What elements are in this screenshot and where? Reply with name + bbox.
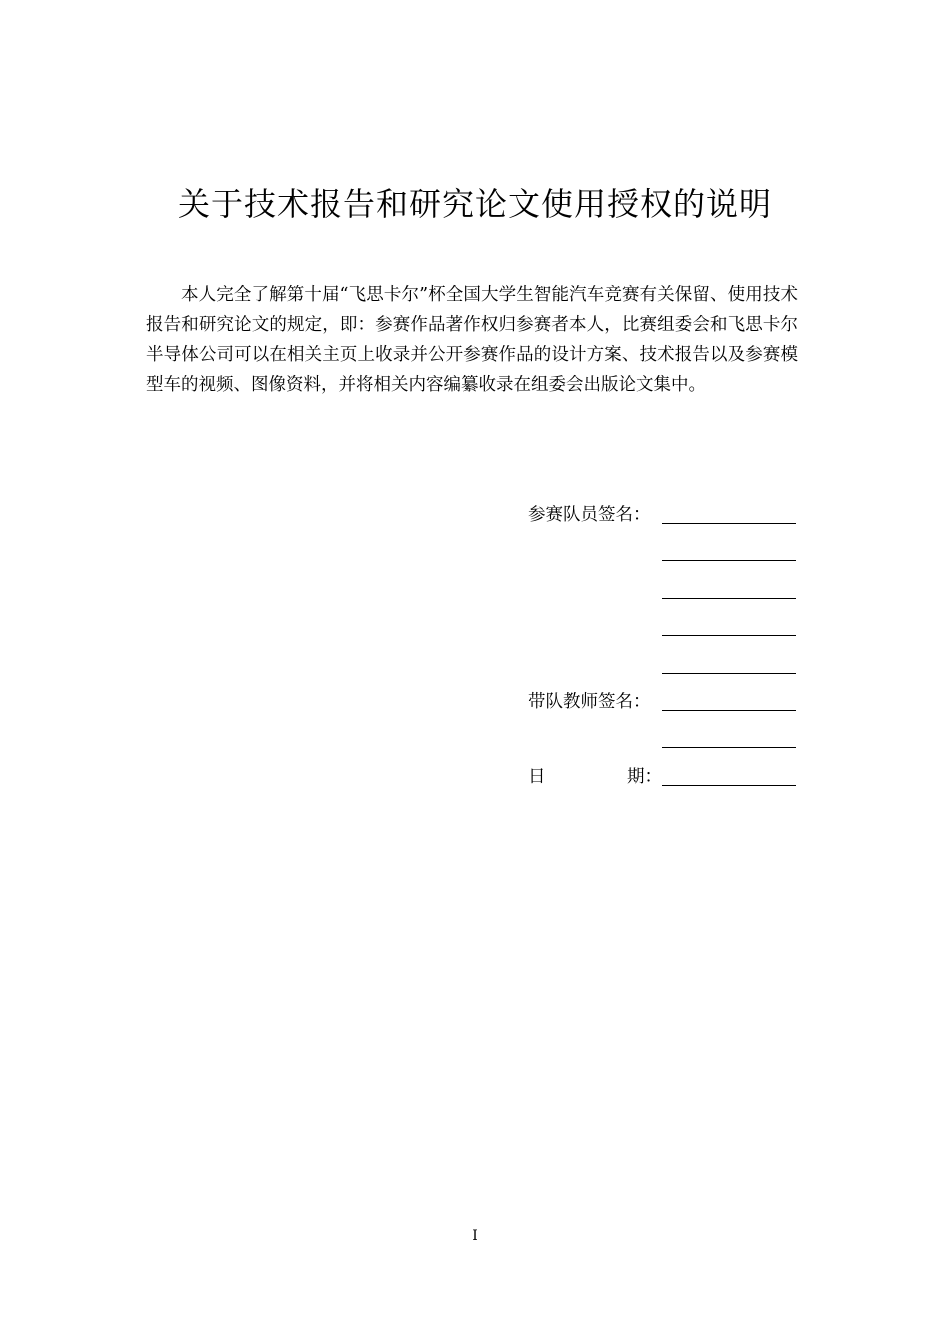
- team-member-signature-row-4: [528, 612, 798, 642]
- date-line: [662, 785, 796, 786]
- authorization-paragraph: 本人完全了解第十届“飞思卡尔”杯全国大学生智能汽车竞赛有关保留、使用技术报告和研究论文的规定，即：参赛作品著作权归参赛者本人，比赛组委会和飞思卡尔半导体公司可以在相关主页上收录并公开参赛作品的设计方案、技术报告以及参赛模型车的视频、图像资料，并将相关内容编纂收录在组委会出版论文集中。: [146, 285, 798, 395]
- advisor-signature-line: [662, 710, 796, 711]
- advisor-signature-line: [662, 747, 796, 748]
- team-member-signature-line: [662, 598, 796, 599]
- date-label-right: 期：: [627, 767, 662, 787]
- team-member-signature-line: [662, 560, 796, 561]
- date-label: [528, 764, 662, 790]
- team-member-signature-row-3: [528, 575, 798, 605]
- date-label-left: 日: [528, 767, 546, 787]
- advisor-signature-row-1: [528, 687, 798, 717]
- team-member-signature-line: [662, 523, 796, 524]
- team-member-signature-row-5: [528, 650, 798, 680]
- advisor-signature-label: 带队教师签名：: [528, 692, 651, 712]
- team-member-signature-row-2: [528, 537, 798, 567]
- page-number: I: [472, 1228, 478, 1244]
- document-title: 关于技术报告和研究论文使用授权的说明: [177, 185, 772, 223]
- team-member-signature-row-1: [528, 500, 798, 530]
- team-member-signature-line: [662, 673, 796, 674]
- advisor-signature-row-2: [528, 724, 798, 754]
- date-row: [528, 762, 798, 792]
- team-members-signature-label: 参赛队员签名：: [528, 505, 651, 525]
- team-member-signature-line: [662, 635, 796, 636]
